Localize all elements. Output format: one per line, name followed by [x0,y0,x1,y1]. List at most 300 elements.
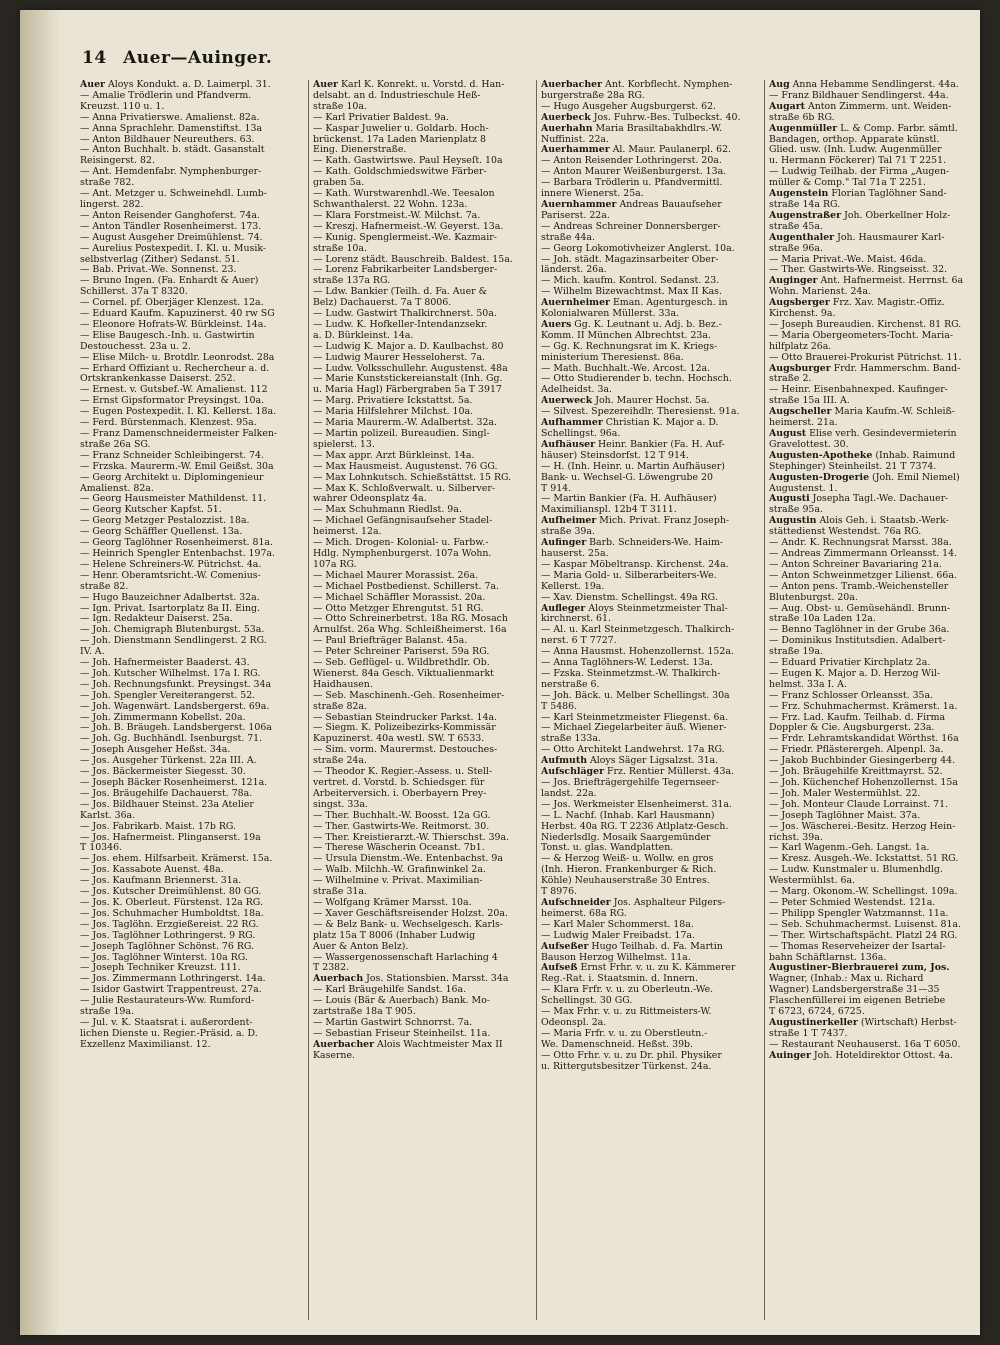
directory-entry [769,843,980,854]
directory-entry [80,309,302,320]
directory-entry [769,1051,980,1062]
directory-entry [80,473,302,484]
entry-text: — Ursula Dienstm.-We. Entenbachst. 9a [313,854,503,865]
entry-text: — Aurelius Postexpedit. I. Kl. u. Musik- [80,243,267,254]
entry-surname: Augenmüller [769,123,838,134]
page-header [82,48,272,76]
entry-text: — Karl Bräugehilfe Sandst. 16a. [313,985,467,996]
entry-text: — Joh. Bäck. u. Melber Schellingst. 30a [541,690,730,701]
entry-text: — Joseph Bureaudien. Kirchenst. 81 RG. [769,319,962,330]
entry-text: — H. (Inh. Heinr. u. Martin Aufhäuser) [541,461,725,472]
entry-surname: Aufinger [541,538,587,549]
directory-entry [541,974,758,985]
directory-entry [769,778,980,789]
entry-text: straße 45a. [769,221,823,232]
entry-text: — Eduard Kaufm. Kapuzinerst. 40 rw SG [80,309,275,320]
entry-text: — Lorenz städt. Bauschreib. Baldest. 15a. [313,254,513,265]
entry-surname: Auerbach [313,974,364,985]
entry-text: wahrer Odeonsplatz 4a. [313,494,427,505]
directory-entry [313,331,530,342]
entry-text: straße 137a RG. [313,276,391,287]
entry-text: — Kresz. Ausgeh.-We. Ickstattst. 51 RG. [769,854,959,865]
entry-text: (Joh. Emil Niemel) [872,472,960,483]
directory-entry [541,647,758,658]
entry-text: — Cornel. pf. Oberjäger Klenzest. 12a. [80,298,264,309]
entry-text: — Kreszj. Hafnermeist.-W. Geyerst. 13a. [313,221,504,232]
entry-text: — & Belz Bank- u. Wechselgesch. Karls- [313,919,503,930]
directory-entry [80,822,302,833]
entry-text: — Max K. Schloßverwalt. u. Silberver- [313,483,495,494]
directory-entry [769,833,980,844]
entry-surname: Auerbacher [541,80,603,90]
directory-entry [313,953,530,964]
directory-entry [541,222,758,233]
directory-entry [313,451,530,462]
entry-text: — Ther. Gastwirts-We. Ringseisst. 32. [769,265,948,276]
entry-text: Karlst. 36a. [80,810,136,821]
entry-text: Augustenst. 1. [769,483,838,494]
directory-entry [80,538,302,549]
directory-entry [80,931,302,942]
entry-text: — Anna Sprachlehr. Damenstiftst. 13a [80,123,263,134]
entry-text: — Georg Schäffler Quellenst. 13a. [80,527,243,538]
directory-entry [541,276,758,287]
directory-entry [313,745,530,756]
entry-text: — Maria Maurerm.-W. Adalbertst. 32a. [313,418,498,429]
column-4 [764,80,980,1320]
directory-entry [769,625,980,636]
entry-text: u. Rittergutsbesitzer Türkenst. 24a. [541,1061,712,1072]
entry-text: — Joh. Bräugehilfe Kreittmayrst. 52. [769,767,943,778]
entry-text: Kirchenst. 9a. [769,309,836,320]
directory-entry [541,658,758,669]
entry-text: — Hugo Ausgeher Augsburgerst. 62. [541,101,717,112]
entry-text: — Siegm. K. Polizeibezirks-Kommissär [313,723,496,734]
directory-entry [769,811,980,822]
directory-entry [313,833,530,844]
directory-entry [541,887,758,898]
entry-text: hilfplatz 26a. [769,341,832,352]
directory-entry [313,80,530,91]
directory-entry [541,527,758,538]
entry-text: — Anna Taglöhners-W. Lederst. 13a. [541,658,713,669]
entry-text: — Thomas Reserveheizer der Isartal- [769,941,946,952]
entry-text: — Maria Obergeometers-Tocht. Maria- [769,330,953,341]
directory-entry [541,767,758,778]
entry-text: — Silvest. Spezereihdlr. Theresienst. 91a. [541,407,740,418]
directory-entry [80,833,302,844]
directory-entry [80,255,302,266]
entry-text: — Friedr. Pflästerergeh. Alpenpl. 3a. [769,745,944,756]
entry-text: IV. A. [80,647,105,658]
directory-entry [313,102,530,113]
directory-entry [541,800,758,811]
entry-text: Eing. Dienerstraße. [313,145,407,156]
entry-text: — Max Frhr. v. u. zu Rittmeisters-W. [541,1007,712,1018]
entry-surname: Aufseß [541,963,578,974]
directory-entry [313,156,530,167]
directory-entry [313,353,530,364]
entry-text: Christian K. Major a. D. [605,418,719,429]
directory-entry [541,298,758,309]
entry-text: Maximilianspl. 12b4 T 3111. [541,505,677,516]
entry-text: helmst. 33a I. A. [769,679,847,690]
directory-entry [541,1051,758,1062]
entry-surname: Augsberger [769,298,830,309]
directory-entry [313,811,530,822]
directory-entry [80,167,302,178]
entry-text: graben 5a. [313,178,365,189]
entry-text: — Karl Wagenm.-Geh. Langst. 1a. [769,843,930,854]
running-title: Auer—Auinger. [123,48,273,68]
entry-text: Wagner, (Inhab.: Max u. Richard [769,974,924,985]
entry-text: — Jos. ehem. Hilfsarbeit. Krämerst. 15a. [80,854,273,865]
entry-text: Wienerst. 84a Gesch. Viktualienmarkt [313,668,494,679]
entry-text: — Marg. Ökonom.-W. Schellingst. 109a. [769,887,958,898]
entry-text: — Jos. Kutscher Dreimühlenst. 80 GG. [80,887,262,898]
entry-text: — Heinrich Spengler Entenbachst. 197a. [80,548,275,559]
directory-entry [80,91,302,102]
entry-surname: Auinger [769,1050,811,1061]
directory-entry [313,734,530,745]
directory-entry [541,625,758,636]
directory-entry [80,494,302,505]
directory-entry [541,1040,758,1051]
entry-text: (Wirtschaft) Herbst- [860,1017,957,1028]
entry-text: — Ther. Buchhalt.-W. Boosst. 12a GG. [313,810,491,821]
directory-entry [313,167,530,178]
directory-entry [80,233,302,244]
entry-text: brückenst. 17a Laden Marienplatz 8 [313,134,486,145]
entry-text: Exzellenz Maximilianst. 12. [80,1039,211,1050]
directory-entry [769,898,980,909]
directory-entry [769,494,980,505]
directory-entry [541,571,758,582]
entry-text: straße 44a. [541,232,595,243]
entry-text: (Inh. Hieron. Frankenburger & Rich. [541,865,717,876]
entry-text: — Michael Schäffler Morassist. 20a. [313,592,486,603]
entry-text: Karl K. Konrekt. u. Vorstd. d. Han- [340,80,505,90]
entry-text: — Karl Maler Schommerst. 18a. [541,919,694,930]
entry-text: Flaschenfüllerei im eigenen Betriebe [769,996,946,1007]
entry-text: straße 96a. [769,243,823,254]
entry-text: — Xav. Dienstm. Schellingst. 49a RG. [541,592,718,603]
entry-text: — Ign. Redakteur Daiserst. 25a. [80,614,233,625]
directory-entry [80,658,302,669]
directory-entry [541,789,758,800]
entry-text: — Maria Privat.-We. Maist. 46da. [769,254,927,265]
entry-text: — Eduard Privatier Kirchplatz 2a. [769,658,931,669]
directory-entry [541,942,758,953]
entry-text: — Jos. Briefträgergehilfe Tegernseer- [541,778,720,788]
entry-surname: Auernheimer [541,298,610,309]
directory-entry [541,200,758,211]
directory-entry [769,222,980,233]
directory-entry [769,1007,980,1018]
entry-text: burgerstraße 28a RG. [541,90,645,101]
directory-entry [313,244,530,255]
entry-text: Mich. Privat. Franz Joseph- [599,516,730,527]
entry-text: Schellingst. 96a. [541,429,621,439]
entry-text: — Bruno Ingen. (Fa. Enhardt & Auer) [80,276,259,287]
entry-text: — Ther. Wirtschaftspächt. Platzl 24 RG. [769,930,958,941]
directory-entry [313,135,530,146]
directory-entry [769,124,980,135]
directory-entry [769,418,980,429]
directory-entry [80,244,302,255]
entry-text: Amalienst. 82a. [80,483,154,494]
directory-entry [769,331,980,342]
directory-entry [80,625,302,636]
directory-entry [80,320,302,331]
entry-text: — Martin polizeil. Bureaudien. Singl- [313,429,490,439]
entry-text: platz 15a T 8006 (Inhaber Ludwig [313,930,476,941]
entry-surname: Aufleger [541,603,586,614]
directory-entry [313,385,530,396]
entry-text: — Kaspar Möbeltransp. Kirchenst. 24a. [541,559,729,570]
directory-entry [80,669,302,680]
directory-entry [80,691,302,702]
entry-text: — Franz Damenschneidermeister Falken- [80,429,278,439]
entry-text: — Joh. Dienstmann Sendlingerst. 2 RG. [80,636,267,647]
entry-text: Florian Taglöhner Sand- [831,189,947,200]
directory-entry [769,80,980,91]
directory-entry [769,713,980,724]
entry-text: — Otto Metzger Ehrengutst. 51 RG. [313,603,484,614]
entry-text: Jos. Stationsbien. Marsst. 34a [366,974,509,985]
entry-text: — Joh. Wagenwärt. Landsbergerst. 69a. [80,701,270,712]
directory-entry [541,473,758,484]
entry-text: L. & Comp. Farbr. sämtl. [840,123,958,134]
directory-entry [541,265,758,276]
entry-text: — Klara Forstmeist.-W. Milchst. 7a. [313,210,481,221]
directory-entry [80,745,302,756]
directory-entry [769,440,980,451]
entry-text: — & Herzog Weiß- u. Wollw. en gros [541,854,714,865]
entry-text: — Ludwig K. Major a. D. Kaulbachst. 80 [313,341,504,352]
directory-entry [313,407,530,418]
directory-entry [313,898,530,909]
entry-text: Glied. usw. (Inh. Ludw. Augenmüller [769,145,942,156]
entry-text: — Elise Milch- u. Brotdlr. Leonrodst. 28a [80,352,275,363]
directory-entry [80,200,302,211]
directory-entry [313,647,530,658]
directory-entry [80,407,302,418]
column-1 [80,80,302,1320]
directory-entry [80,800,302,811]
directory-entry [769,756,980,767]
entry-text: müller & Comp." Tal 71a T 2251. [769,178,926,189]
entry-text: — Mich. Drogen- Kolonial- u. Farbw.- [313,538,489,549]
entry-text: — Math. Buchhalt.-We. Arcost. 12a. [541,363,711,374]
directory-entry [80,843,302,854]
directory-entry [80,593,302,604]
entry-text: — Martin Bankier (Fa. H. Aufhäuser) [541,494,717,505]
entry-text: Wohn. Marienst. 24a. [769,287,871,298]
entry-text: — Jos. Kaufmann Briennerst. 31a. [80,876,242,887]
directory-entry [541,385,758,396]
directory-entry [313,396,530,407]
entry-text: — Max Hausmeist. Augustenst. 76 GG. [313,461,498,472]
entry-text: — Hugo Bauzeichner Adalbertst. 32a. [80,592,260,603]
directory-entry [313,276,530,287]
entry-text: — Michael Maurer Morassist. 26a. [313,570,479,581]
directory-entry [541,451,758,462]
entry-text: Ernst Frhr. v. u. zu K. Kämmerer [580,963,736,974]
directory-entry [769,396,980,407]
entry-text: nerst. 6 T 7727. [541,636,617,647]
directory-entry [541,604,758,615]
entry-text: Alois Wachtmeister Max II [377,1039,503,1050]
entry-text: — Max Schuhmann Riedlst. 9a. [313,505,462,516]
directory-entry [769,723,980,734]
directory-entry [313,843,530,854]
entry-text: — Anton Reisender Lothringerst. 20a. [541,156,722,167]
entry-text: — Eleonore Hofrats-W. Bürkleinst. 14a. [80,319,267,330]
entry-text: — Heinr. Eisenbahnexped. Kaufinger- [769,385,948,396]
entry-surname: Augustin [769,516,817,527]
directory-entry [80,887,302,898]
entry-text: zartstraße 18a T 905. [313,1007,416,1018]
entry-text: — Joseph Techniker Kreuzst. 111. [80,963,241,974]
entry-text: — Franz Schlosser Orleansst. 35a. [769,690,934,701]
directory-entry [769,647,980,658]
directory-entry [80,865,302,876]
entry-text: — Fzska. Steinmetzmst.-W. Thalkirch- [541,668,721,679]
directory-entry [541,80,758,91]
entry-text: T 8976. [541,887,578,898]
directory-entry [769,963,980,974]
directory-entry [313,800,530,811]
directory-entry [769,374,980,385]
entry-text: — Georg Architekt u. Diplomingenieur [80,472,264,483]
directory-entry [313,822,530,833]
directory-entry [769,484,980,495]
entry-text: Kapuzinerst. 40a westl. SW. T 6533. [313,734,485,745]
entry-text: — Joseph Ausgeher Heßst. 34a. [80,745,231,756]
entry-surname: Auerbeck [541,112,591,123]
entry-text: — Joh. Kutscher Wilhelmst. 17a I. RG. [80,668,261,679]
directory-entry [769,734,980,745]
entry-text: — Maria Hilfslehrer Milchst. 10a. [313,407,474,418]
entry-surname: Auerbacher [313,1039,375,1050]
entry-text: — Otto Studierender b. techn. Hochsch. [541,374,732,385]
directory-entry [541,211,758,222]
directory-entry [769,789,980,800]
directory-entry [769,178,980,189]
entry-text: Kellerst. 19a. [541,581,605,592]
directory-entry [769,887,980,898]
directory-entry [769,276,980,287]
directory-entry [80,527,302,538]
entry-text: Jos. Fuhrw.-Bes. Tulbeckst. 40. [593,112,741,123]
entry-text: — Georg Lokomotivheizer Anglerst. 10a. [541,243,735,254]
entry-text: straße 26a SG. [80,439,151,450]
directory-entry [769,200,980,211]
entry-text: — Henr. Oberamtsricht.-W. Comenius- [80,570,261,581]
directory-entry [313,1018,530,1029]
entry-text: — Jos. Zimmermann Lothringerst. 14a. [80,974,266,985]
directory-entry [80,462,302,473]
entry-text: — Jos. Bäckermeister Siegesst. 30. [80,767,246,778]
directory-entry [313,996,530,1007]
entry-text: Pariserst. 22a. [541,210,610,221]
entry-text: straße 24a. [313,756,367,767]
directory-entry [769,167,980,178]
directory-entry [769,233,980,244]
directory-entry [313,560,530,571]
directory-entry [80,614,302,625]
entry-text: Reg.-Rat. i. Staatsmin. d. Innern. [541,974,698,985]
directory-entry [313,658,530,669]
directory-entry [541,102,758,113]
directory-entry [769,942,980,953]
directory-entry [313,494,530,505]
entry-text: — Martin Gastwirt Schnorrst. 7a. [313,1017,473,1028]
entry-surname: Augusten-Drogerie [769,472,870,483]
directory-entry [541,135,758,146]
directory-entry [313,342,530,353]
entry-text: Schillerst. 37a T 8320. [80,287,188,298]
directory-entry [769,189,980,200]
directory-entry [769,364,980,375]
directory-entry [313,691,530,702]
directory-entry [769,255,980,266]
entry-text: — Anton Tändler Rosenheimerst. 173. [80,221,262,232]
entry-text: Maria Brasiltabakhdlrs.-W. [595,123,723,134]
directory-entry [769,658,980,669]
directory-entry [541,124,758,135]
directory-entry [541,167,758,178]
directory-entry [541,374,758,385]
directory-entry [541,429,758,440]
directory-entry [769,865,980,876]
directory-entry [541,91,758,102]
directory-entry [769,244,980,255]
entry-text: — Bab. Privat.-We. Sonnenst. 23. [80,265,237,276]
entry-text: — Joh. Monteur Claude Lorrainst. 71. [769,799,949,810]
entry-text: — Jos. Bräugehilfe Dachauerst. 78a. [80,788,253,799]
directory-entry [769,614,980,625]
entry-text: Jos. Asphalteur Pilgers- [613,897,726,908]
entry-text: Wagner) Landsbergerstraße 31—35 [769,985,940,996]
entry-text: — Jos. Taglöhner Winterst. 10a RG. [80,952,248,963]
entry-text: straße 1 T 7437. [769,1028,848,1039]
entry-surname: Augenstein [769,189,829,200]
entry-text: — Seb. Schuhmachermst. Luisenst. 81a. [769,919,961,930]
directory-entry [541,233,758,244]
directory-entry [541,909,758,920]
directory-entry [541,833,758,844]
directory-entry [541,505,758,516]
directory-entry [769,636,980,647]
entry-surname: Augart [769,101,805,112]
directory-entry [313,222,530,233]
directory-entry [80,996,302,1007]
directory-entry [769,385,980,396]
directory-entry [313,178,530,189]
entry-text: — Joh. Rechnungsfunkt. Preysingst. 34a [80,679,272,690]
entry-text: Auer & Anton Belz). [313,941,409,952]
directory-entry [769,516,980,527]
entry-text: — Andr. K. Rechnungsrat Marsst. 38a. [769,538,952,549]
entry-text: Kreuzst. 110 u. 1. [80,101,165,112]
entry-text: — Ther. Gastwirts-We. Reitmorst. 30. [313,821,490,832]
entry-text: Elise verh. Gesindevermieterin [809,429,957,439]
entry-text: — Klara Frfr. v. u. zu Oberleutn.-We. [541,985,714,996]
entry-text: — Amalie Trödlerin und Pfandverm. [80,90,252,101]
entry-text: — Anton Reisender Ganghoferst. 74a. [80,210,260,221]
